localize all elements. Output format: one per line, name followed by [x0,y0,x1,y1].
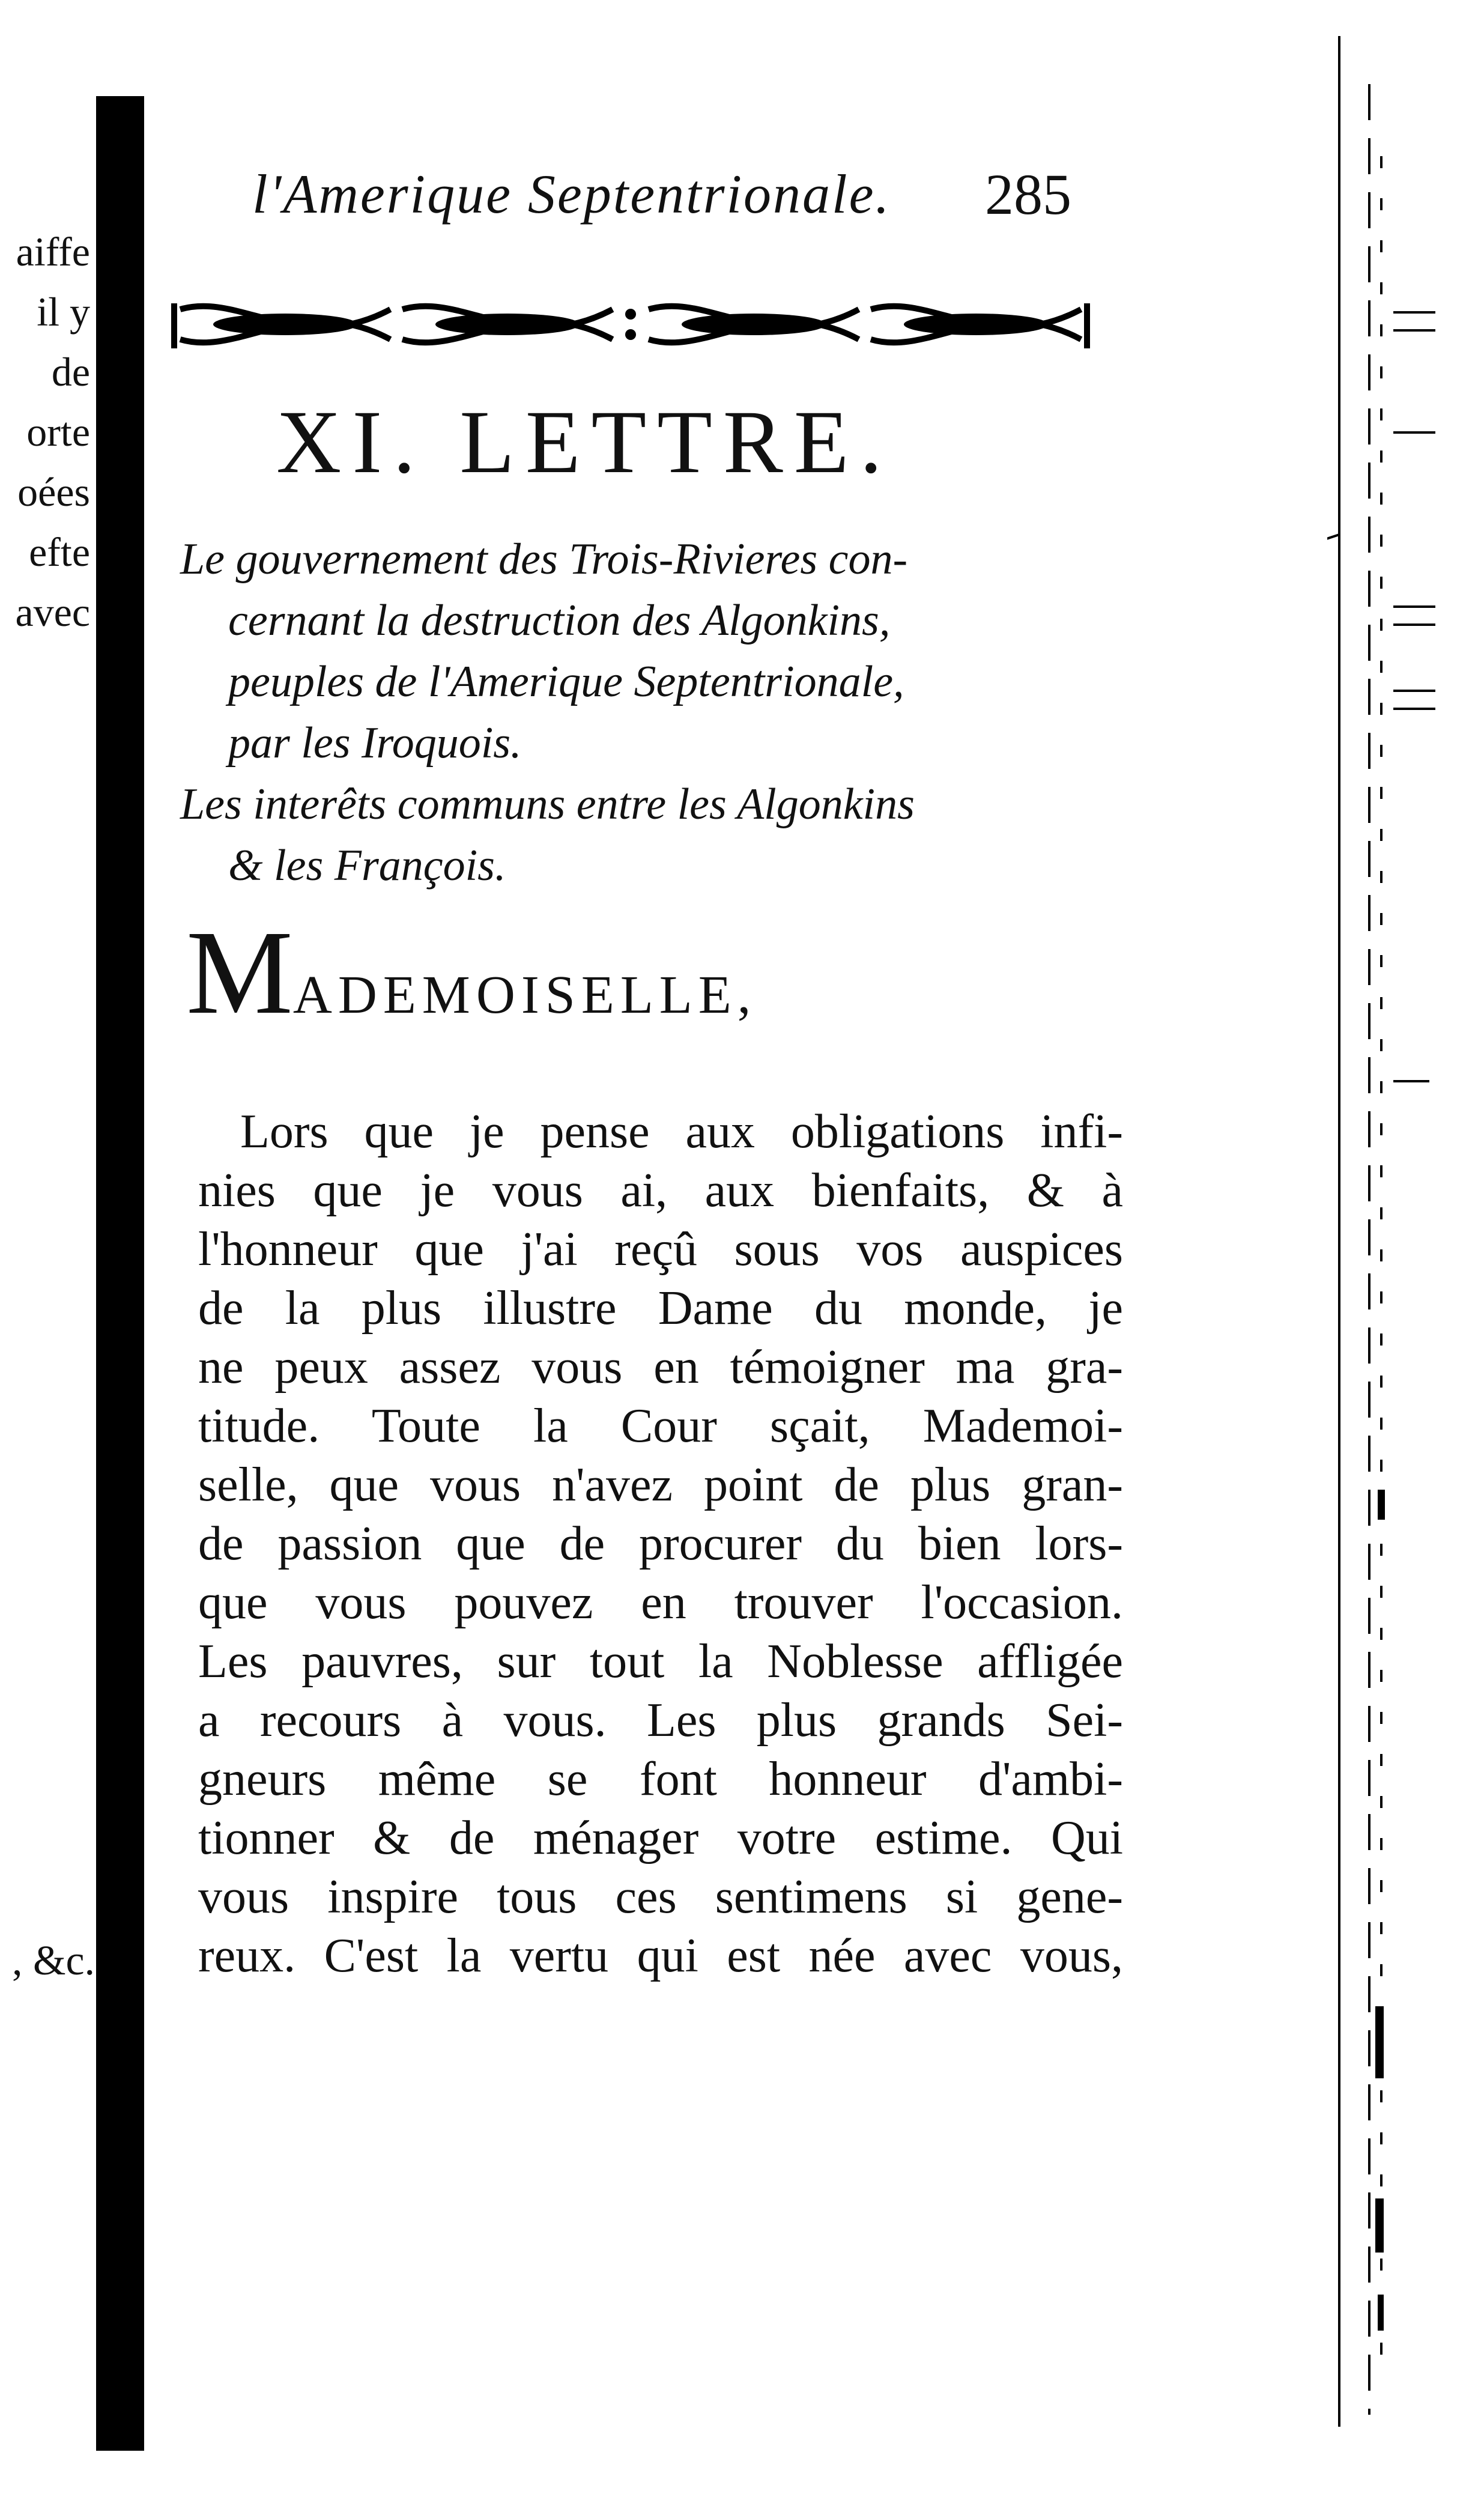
summary-line: Le gouvernement des Trois-Rivieres con- [180,535,908,584]
facing-line: aiffe [16,229,90,275]
summary-line: peuples de l'Amerique Septentrionale, [228,657,904,706]
body-line: Lors que je pense aux obligations infi- [240,1105,1123,1158]
page-number: 285 [985,162,1071,226]
body-line: de passion que de procurer du bien lors- [198,1517,1123,1570]
facing-line: avec [15,589,90,635]
body-line: a recours à vous. Les plus grands Sei- [198,1694,1123,1747]
summary-line: cernant la destruction des Algonkins, [228,596,891,645]
facing-line: orte [26,409,90,455]
body-line: gneurs même se font honneur d'ambi- [198,1753,1123,1806]
salutation [186,906,757,1039]
body-line: tionner & de ménager votre estime. Qui [198,1812,1123,1864]
facing-line: il y [37,289,90,335]
body-line: selle, que vous n'avez point de plus gran- [198,1458,1123,1511]
page-edge-artifacts [1327,36,1447,2427]
facing-page-etc: , &c. [12,1938,95,1984]
summary-line: & les François. [228,841,506,890]
binding-shadow [96,96,144,2451]
facing-line: de [51,349,90,395]
drop-initial: M [186,906,293,1039]
body-line: que vous pouvez en trouver l'occasion. [198,1576,1123,1629]
body-line: vous inspire tous ces sentimens si gene- [198,1870,1123,1923]
facing-line: oées [17,469,90,515]
body-line: Les pauvres, sur tout la Noblesse affligée [198,1635,1123,1688]
body-line: nies que je vous ai, aux bienfaits, & à [198,1164,1123,1217]
body-line: titude. Toute la Cour sçait, Mademoi- [198,1400,1123,1452]
headpiece-ornament [168,291,1093,357]
chapter-title: XI. LETTRE. [276,392,893,492]
summary-line: par les Iroquois. [228,718,522,768]
letter-body [198,1102,1123,1985]
body-line: ne peux assez vous en témoigner ma gra- [198,1341,1123,1394]
facing-line: efte [29,529,90,575]
body-line: reux. C'est la vertu qui est née avec vous, [198,1929,1123,1982]
summary-line: Les interêts communs entre les Algonkins [180,780,915,829]
salutation-rest: ADEMOISELLE, [292,965,757,1025]
body-line: l'honneur que j'ai reçû sous vos auspices [198,1223,1123,1276]
running-head: l'Amerique Septentrionale. [252,163,891,225]
chapter-summary [180,529,1117,896]
body-line: de la plus illustre Dame du monde, je [198,1282,1123,1335]
